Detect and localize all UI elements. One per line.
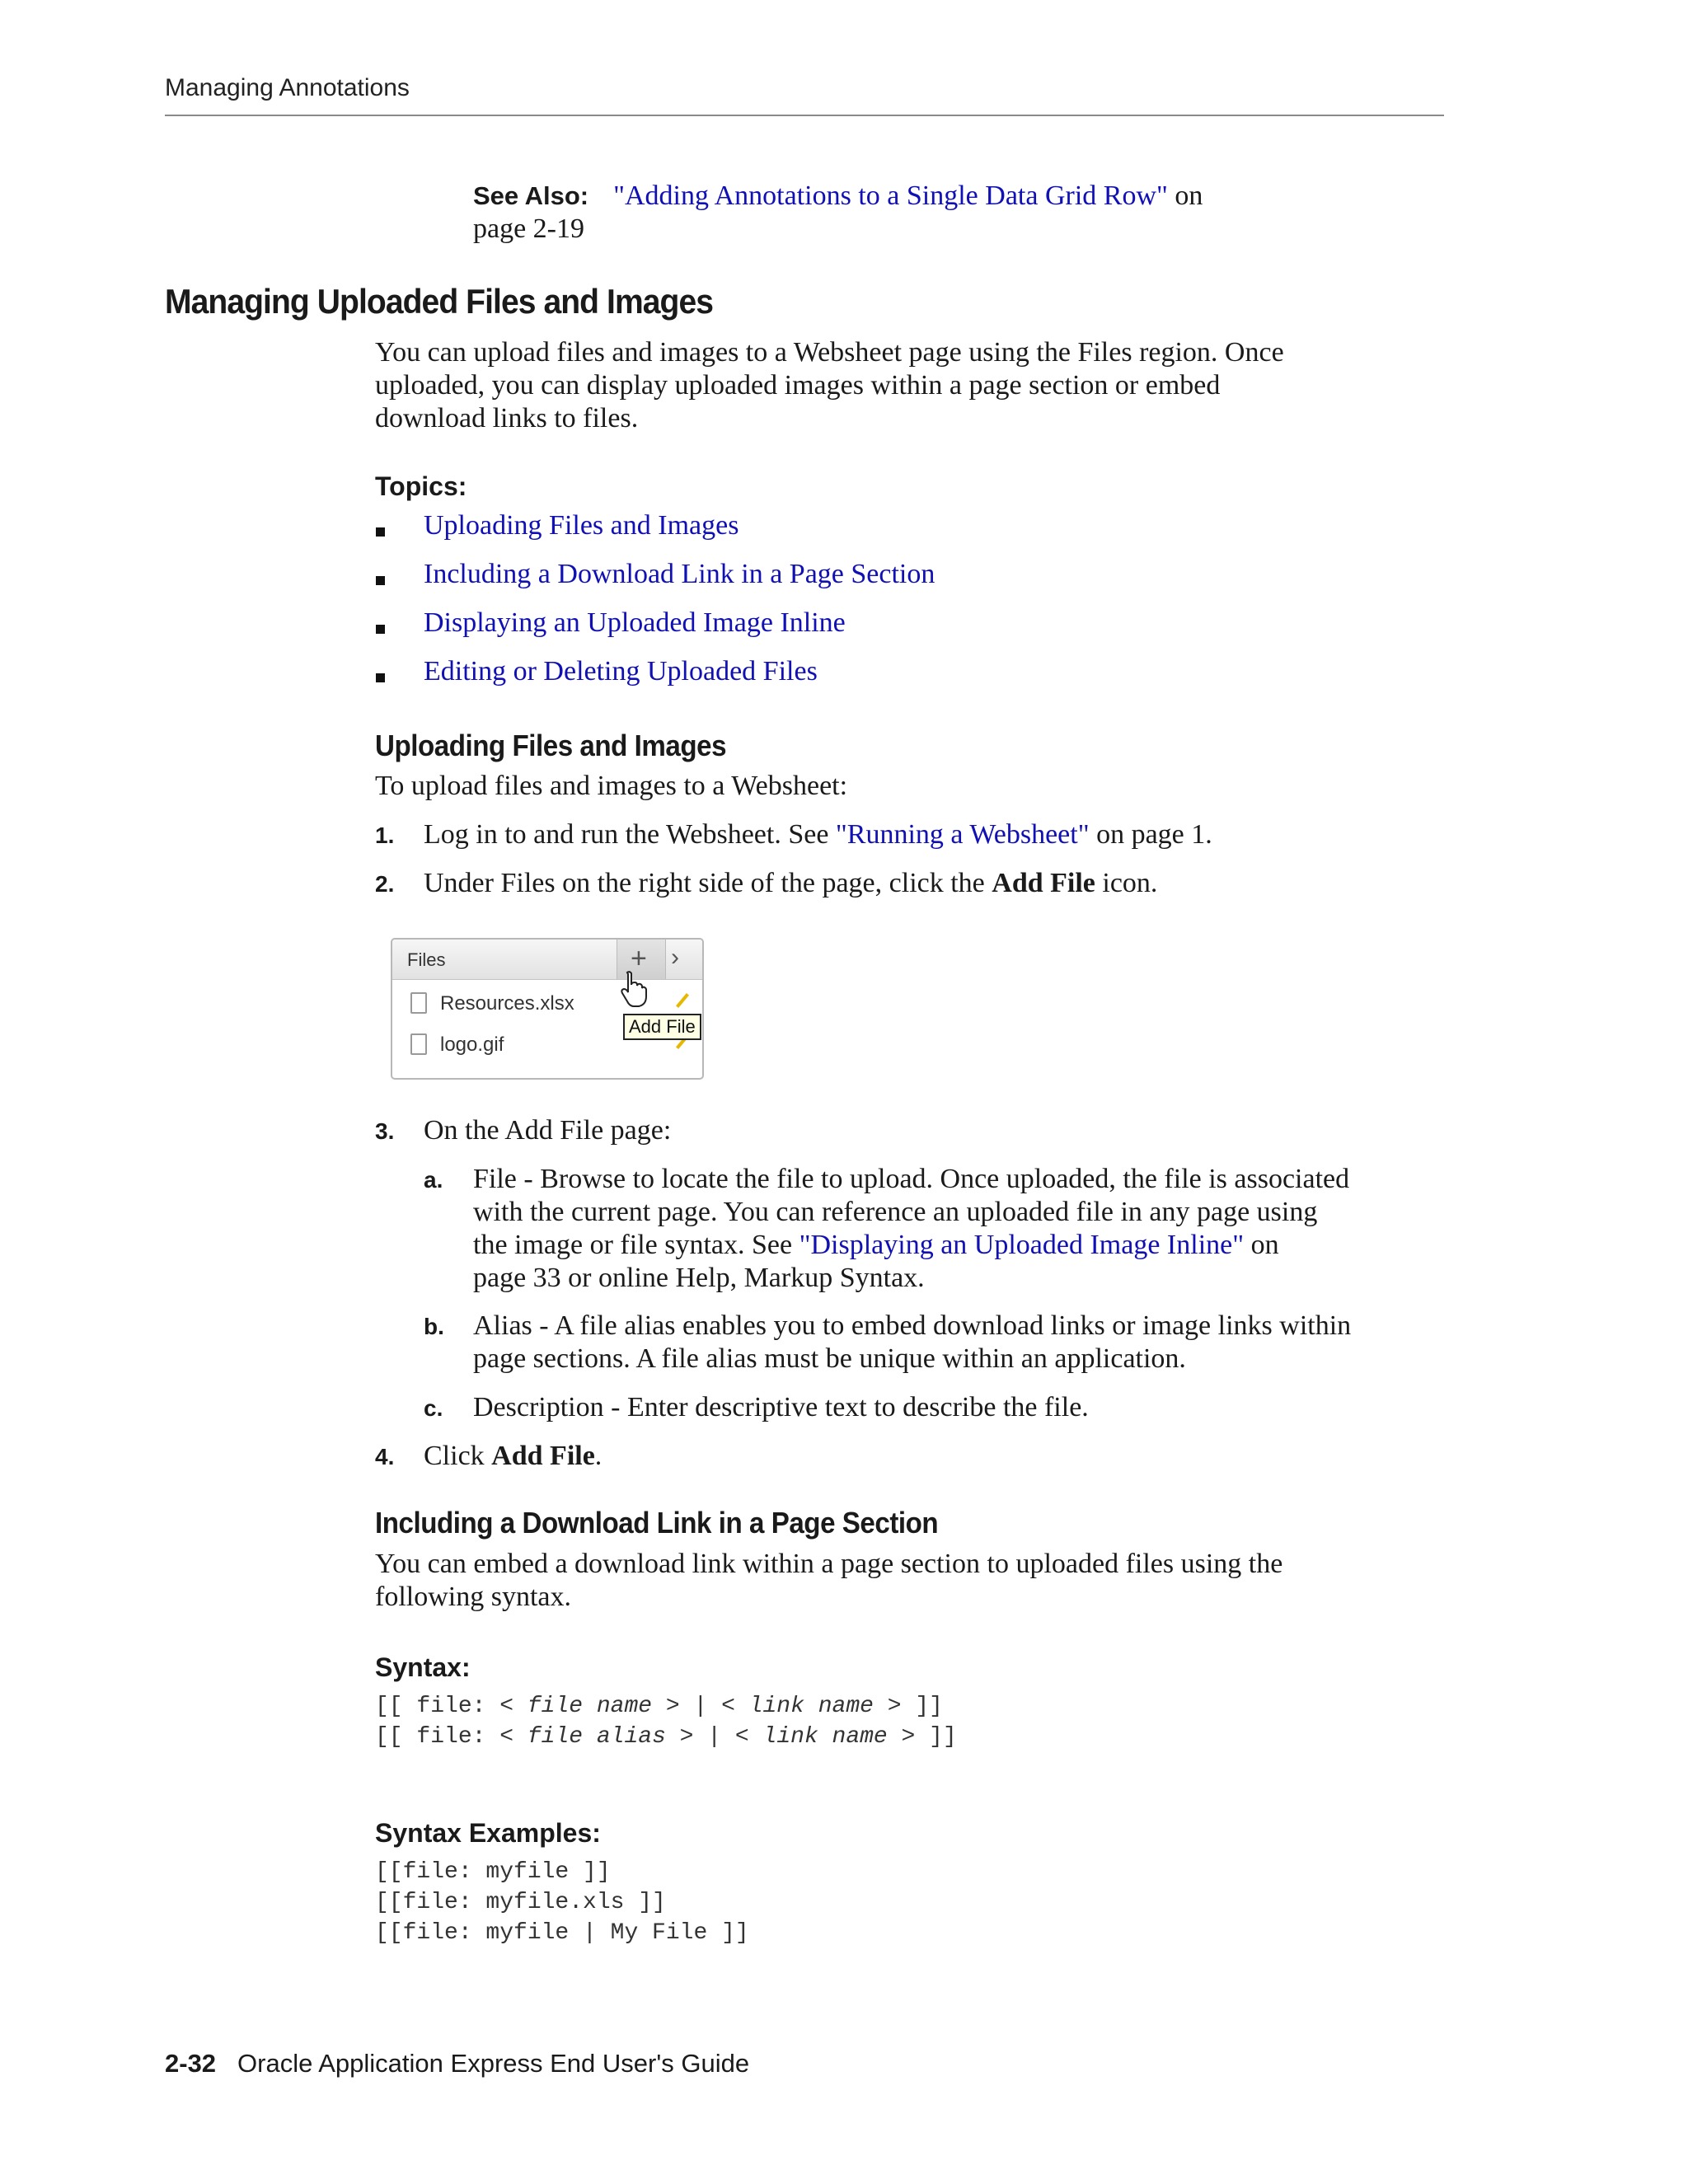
bullet-icon [376,576,385,585]
see-also-link[interactable]: "Adding Annotations to a Single Data Grid Row" [613,180,1168,211]
syntax-examples-label: Syntax Examples: [375,1818,601,1848]
hand-cursor-icon [620,971,648,1007]
syntax-examples-block: [[file: myfile ]] [[file: myfile.xls ]] [[file: myfile | My File ]] [375,1859,749,1946]
topics-label: Topics: [375,471,467,501]
step-number: 3. [375,1118,395,1144]
chevron-right-icon[interactable]: › [671,944,679,971]
section-intro [375,336,1284,435]
files-region-title: Files [407,949,446,970]
file-icon [410,1033,427,1055]
plus-icon: + [631,943,647,974]
substep-label: c. [424,1395,443,1421]
bullet-icon [376,527,385,537]
step-number: 2. [375,871,395,897]
substep-label: a. [424,1167,443,1193]
page-footer [165,2049,749,2079]
substep-c: Description - Enter descriptive text to describe the file. [473,1392,1089,1422]
step-number: 4. [375,1444,395,1469]
section-title: Managing Uploaded Files and Images [165,282,714,321]
step-4: Click Add File. [424,1441,603,1471]
download-intro: You can embed a download link within a page section to uploaded files using the following syntax. [375,1549,1283,1612]
topic-link-editing[interactable]: Editing or Deleting Uploaded Files [424,656,818,687]
substep-a: File - Browse to locate the file to upload. Once uploaded, the file is associated with the current page. You can reference an uploaded file in any page using the image or file syntax. See "Displaying an Uploaded Image Inline" on page 33 or online Help, Markup Syntax. [473,1164,1350,1293]
bullet-icon [376,625,385,634]
topic-link-uploading[interactable]: Uploading Files and Images [424,510,739,541]
see-also-label: See Also: [473,181,589,210]
step-2: Under Files on the right side of the page, click the Add File icon. [424,868,1158,898]
step-3: On the Add File page: [424,1115,672,1146]
see-also-suffix: on [1167,180,1203,211]
intro-line: download links to files. [375,403,639,434]
header-rule [165,115,1444,116]
running-header: Managing Annotations [165,74,410,101]
subsection-title-uploading: Uploading Files and Images [375,729,727,762]
topic-link-inline-image[interactable]: Displaying an Uploaded Image Inline [424,607,846,638]
intro-line: uploaded, you can display uploaded images within a page section or embed [375,370,1221,401]
file-link[interactable]: Resources.xlsx [440,992,574,1015]
step-number: 1. [375,823,395,848]
step-1: Log in to and run the Websheet. See "Running a Websheet" on page 1. [424,819,1212,850]
files-region-header [392,940,702,980]
topic-link-download[interactable]: Including a Download Link in a Page Section [424,559,935,589]
intro-line: You can upload files and images to a Websheet page using the Files region. Once [375,337,1284,368]
files-region-screenshot [391,938,704,1080]
see-also-note [473,180,1203,246]
running-websheet-link[interactable]: "Running a Websheet" [835,819,1090,850]
subsection-title-download: Including a Download Link in a Page Section [375,1506,939,1540]
inline-image-link[interactable]: "Displaying an Uploaded Image Inline" [799,1230,1245,1260]
syntax-block: [[ file: < file name > | < link name > ]] [[ file: < file alias > | < link name > ]] [375,1694,957,1750]
see-also-page-ref: page 2-19 [473,213,585,244]
bullet-icon [376,673,385,682]
syntax-label: Syntax: [375,1652,471,1682]
book-title: Oracle Application Express End User's Guide [237,2049,750,2078]
pencil-icon[interactable] [676,993,689,1008]
file-link[interactable]: logo.gif [440,1033,504,1056]
add-file-tooltip: Add File [623,1014,701,1040]
file-icon [410,992,427,1014]
substep-b: Alias - A file alias enables you to embed download links or image links within page sections. A file alias must be unique within an application. [473,1310,1352,1374]
uploading-lead: To upload files and images to a Websheet: [375,771,848,801]
page-number: 2-32 [165,2049,217,2078]
substep-label: b. [424,1314,444,1339]
